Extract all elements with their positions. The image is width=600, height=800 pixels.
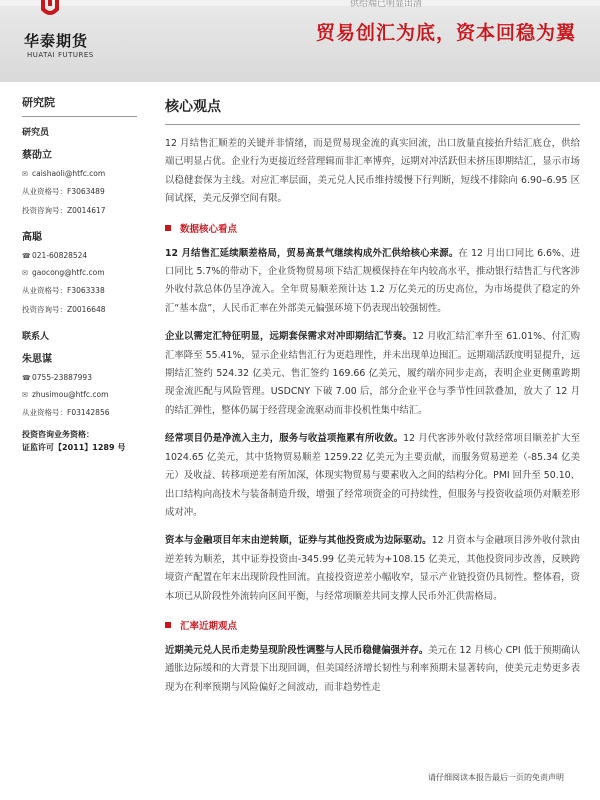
sidebar-divider: [22, 116, 137, 117]
section-title: 核心观点: [165, 99, 221, 115]
contact-phone: ☎ 0755-23887993: [22, 373, 92, 382]
researcher-2-phone: ☎ 021-60828524: [22, 251, 88, 260]
envelope-icon: ✉: [22, 268, 28, 277]
phone-icon: ☎: [22, 373, 31, 382]
section-divider: [165, 124, 580, 125]
researcher-label: 研究员: [22, 128, 50, 138]
disclaimer-note: 请仔细阅读本报告最后一页的免责声明: [428, 773, 564, 782]
researcher-1-qualification: 从业资格号：F3063489: [22, 187, 105, 196]
paragraph-1: 12 月结售汇延续顺差格局，贸易高景气继续构成外汇供给核心来源。在 12 月出口同比 6.6%、进口同比 5.7%的带动下，企业货物贸易项下结汇规模保持在年内较高水平，推动银行结售汇与代客涉外收付款总体仍呈净流入。全年贸易顺差预计达 1.2 万亿美元的历史高位，为市场提供了稳定的外汇“基本盘”，人民币汇率在外部美元偏强环境下仍表现出较强韧性。: [165, 247, 580, 314]
researcher-1-name: 蔡劭立: [22, 150, 52, 161]
header-top-strip: [0, 0, 600, 6]
researcher-2-email[interactable]: ✉ gaocong@htfc.com: [22, 268, 105, 277]
license-info: [22, 428, 137, 454]
report-headline: 贸易创汇为底，资本回稳为翼: [315, 22, 576, 44]
researcher-1-invest-number: 投资咨询号：Z0014617: [22, 206, 106, 215]
huatai-logo-icon: [37, 0, 63, 24]
main-content: [165, 96, 580, 697]
author-sidebar: [22, 94, 137, 454]
subsection-header-data: 数据核心看点: [165, 221, 580, 235]
license-line-2: 证监许可【2011】1289 号: [22, 443, 126, 452]
contact-label: 联系人: [22, 332, 50, 342]
report-header: [0, 0, 600, 82]
envelope-icon: ✉: [22, 390, 28, 399]
phone-icon: ☎: [22, 251, 31, 260]
paragraph-4: 资本与金融项目年末由逆转顺，证券与其他投资成为边际驱动。12 月资本与金融项目涉外收付款由逆差转为顺差，其中证券投资由-345.99 亿美元转为+108.15 亿美元，其他投资同步改善，反映跨境资产配置在年末出现阶段性回流。直接投资逆差小幅收窄，显示产业链投资仍具韧性。整体看，资本项已从阶段性外流转向区间平衡，与经常项顺差共同支撑人民币外汇供需格局。: [165, 535, 580, 602]
intro-paragraph: 12 月结售汇顺差的关键并非情绪，而是贸易现金流的真实回流，出口放量直接抬升结汇底仓，供给端已明显占优。企业行为更接近经营理辑而非汇率博弈，远期对冲活跃但未挤压即期结汇，显示市场以稳健套保为主线。对应汇率层面，美元兑人民币维持缓慢下行判断，短线不排除向 6.90–6.95 区间试探，美元反弹空间有限。: [165, 138, 580, 205]
contact-name: 朱思谋: [22, 354, 52, 365]
contact-qualification: 从业资格号：F03142856: [22, 408, 110, 417]
researcher-1-email[interactable]: ✉ caishaoli@htfc.com: [22, 169, 106, 178]
paragraph-5: 近期美元兑人民币走势呈现阶段性调整与人民币稳健偏强并存。美元在 12 月核心 CPI 低于预期确认通胀边际缓和的大背景下出现回调，但美国经济增长韧性与利率预期未显著转向，使美元走势更多表现为在利率预期与风险偏好之间波动，而非趋势性走: [165, 644, 580, 693]
researcher-2-name: 高聪: [22, 232, 42, 243]
department-label: 研究院: [22, 96, 55, 109]
red-square-icon: [165, 622, 171, 628]
paragraph-2: 企业以需定汇特征明显，远期套保需求对冲即期结汇节奏。12 月收汇结汇率升至 61.01%、付汇购汇率降至 55.41%，显示企业结售汇行为更趋理性，并未出现单边囤汇。远期端活跃度明显提升，远期结汇签约 524.32 亿美元、售汇签约 169.66 亿美元，履约端亦同步走高，表明企业更侧重跨期现金流匹配与风险管理。USDCNY 下破 7.00 后，部分企业平仓与季节性回款叠加，放大了 12 月的结汇弹性，整体仍属于经营现金流驱动而非投机性集中结汇。: [165, 331, 580, 416]
researcher-2-qualification: 从业资格号：F3063338: [22, 286, 105, 295]
researcher-2-invest-number: 投资咨询号：Z0016648: [22, 305, 106, 314]
paragraph-3: 经常项目仍是净流入主力，服务与收益项拖累有所收敛。12 月代客涉外收付款经常项目顺差扩大至 1024.65 亿美元，其中货物贸易顺差 1259.22 亿美元为主要贡献，而服务贸易逆差（-85.34 亿美元）及收益、转移项逆差有所加深，体现实物贸易与要素收入之间的结构分化。PMI 回升至 50.10、出口结构向高技术与装备制造升级，增强了经常项资金的可持续性，但服务与投资收益项仍对顺差形成对冲。: [165, 433, 580, 518]
logo-chinese-name: 华泰期货: [24, 32, 89, 50]
envelope-icon: ✉: [22, 169, 28, 178]
contact-email[interactable]: ✉ zhusimou@htfc.com: [22, 390, 109, 399]
header-running-text: 供给端已明显出清: [350, 0, 423, 9]
subsection-header-fx: 汇率近期观点: [165, 618, 580, 632]
red-square-icon: [165, 225, 171, 231]
logo-english-name: HUATAI FUTURES: [27, 51, 94, 59]
license-line-1: 投资咨询业务资格：: [22, 430, 94, 439]
